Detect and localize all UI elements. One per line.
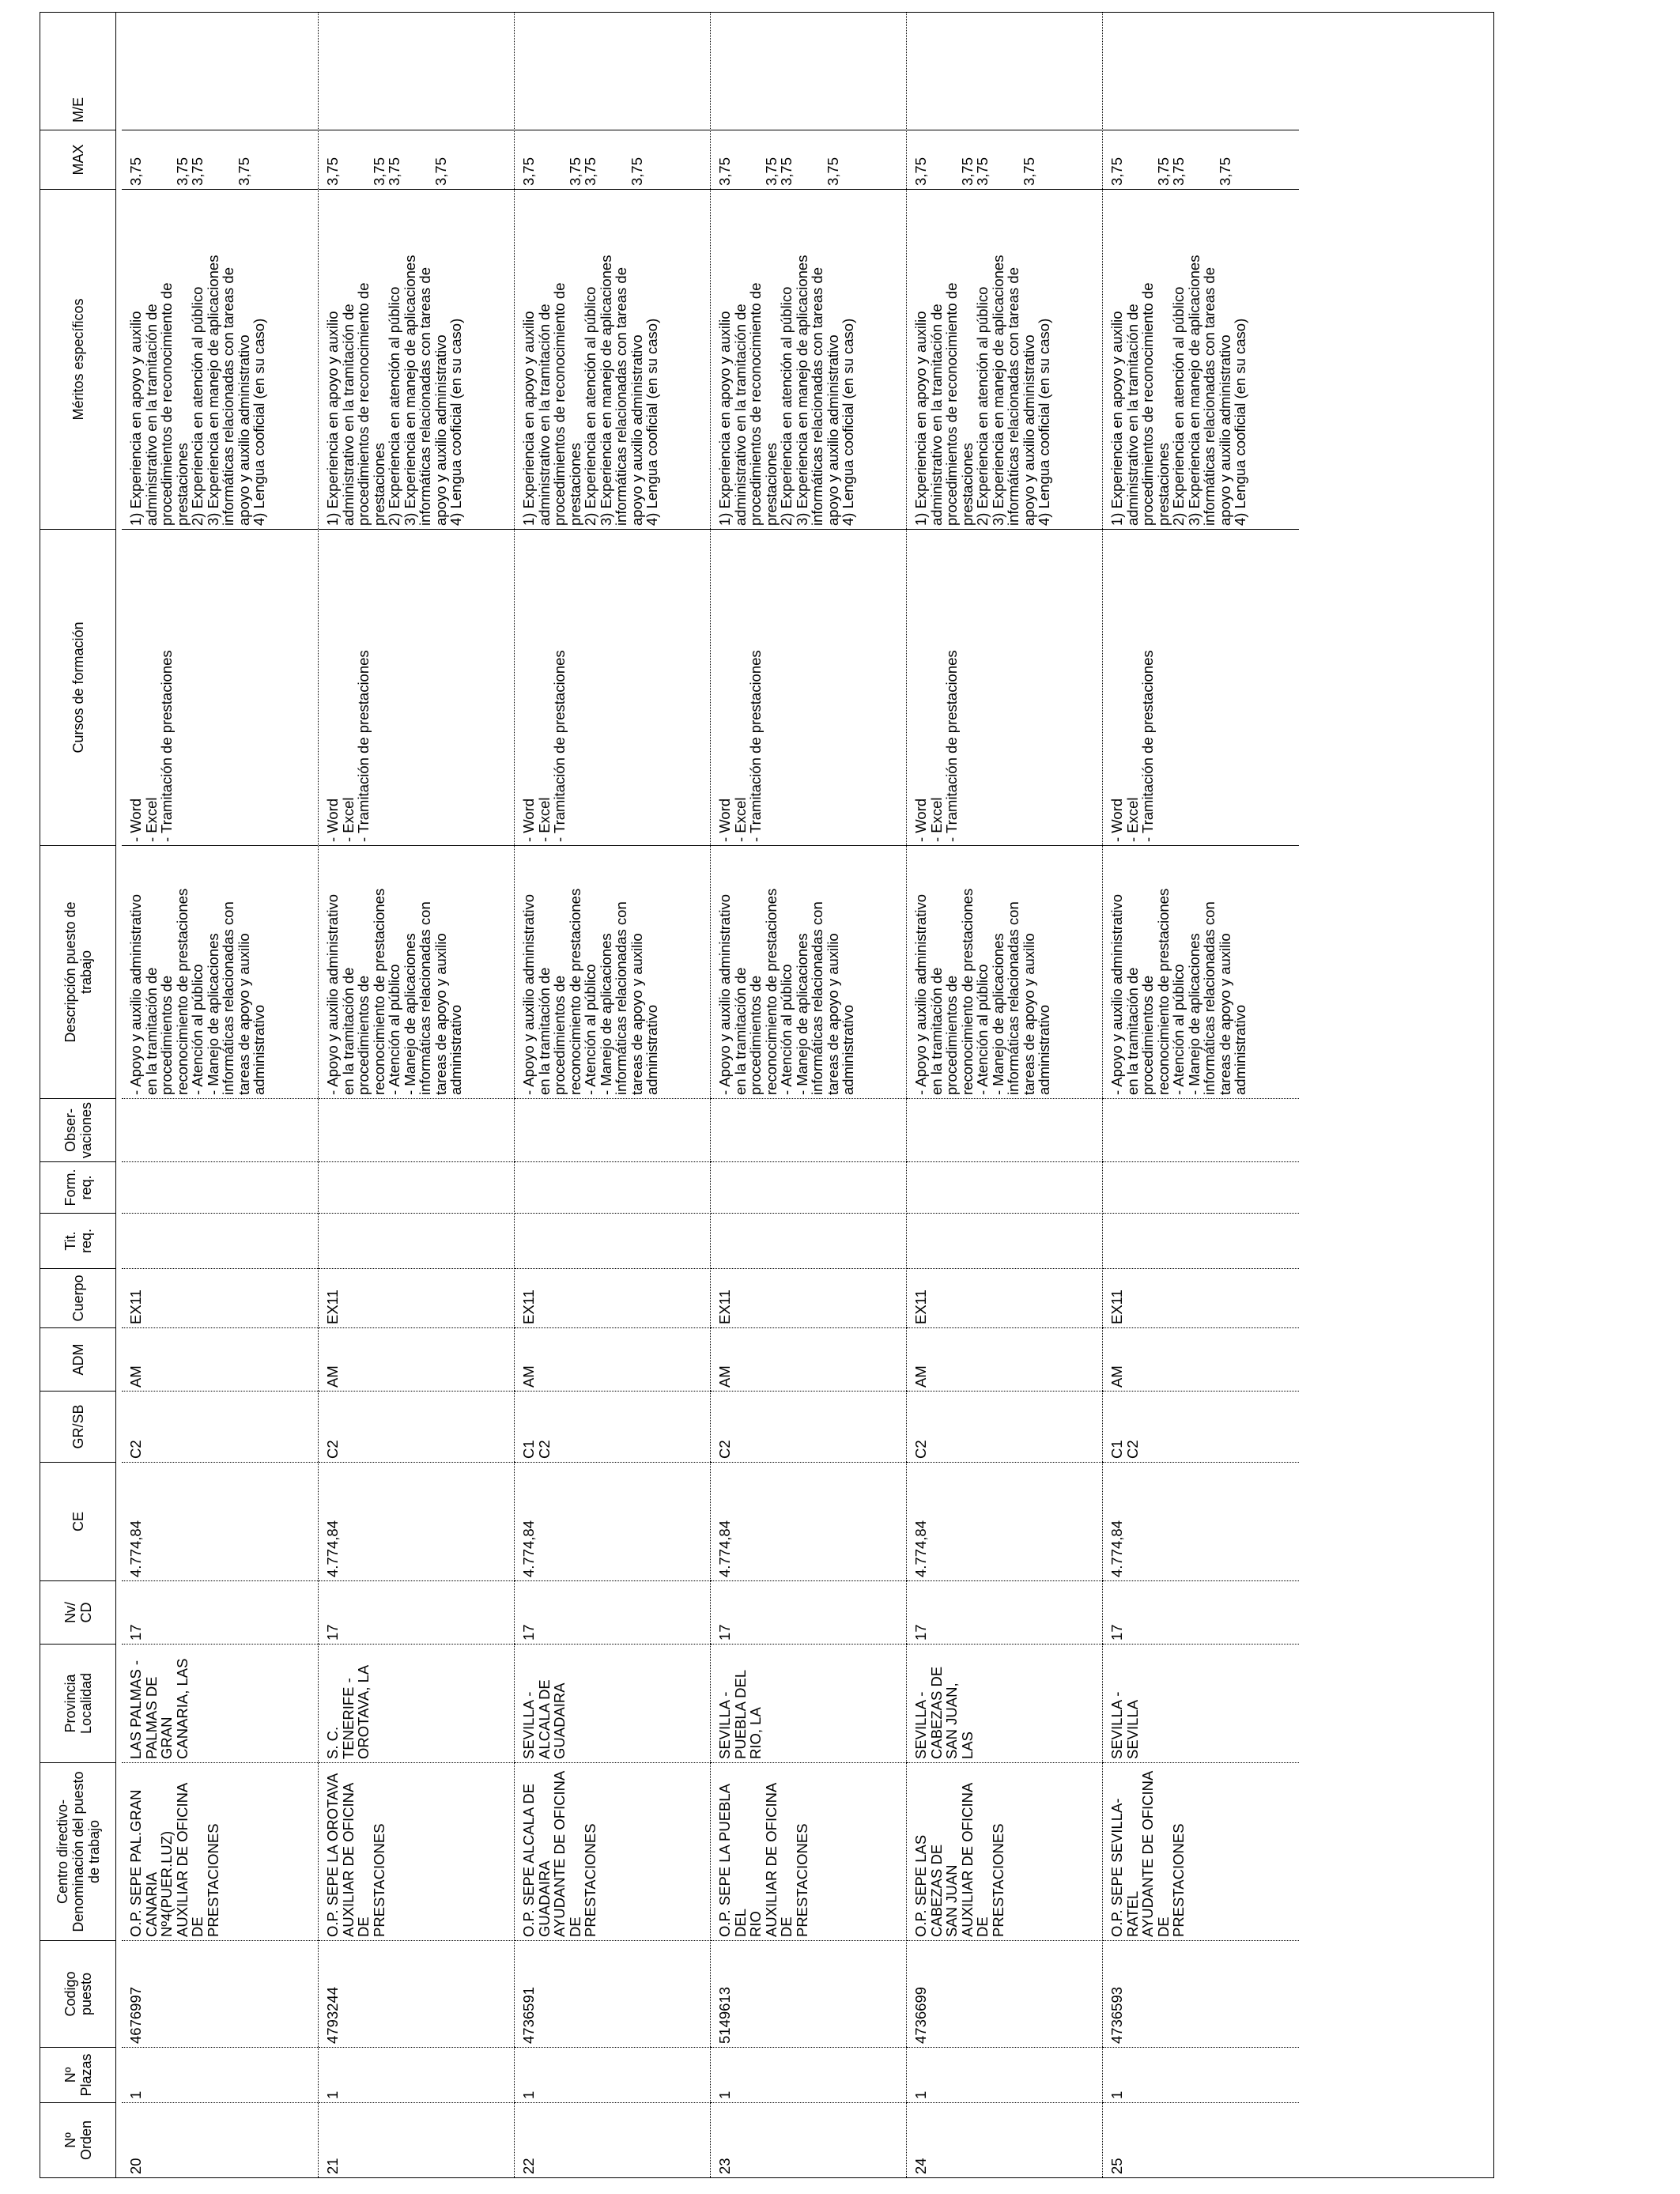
cell-ce [1103,1462,1299,1580]
cell-centro [1103,1762,1299,1940]
cell-meritos [907,189,1103,529]
cell-centro [711,1762,907,1940]
cell-adm [515,1327,711,1391]
cell-cuerpo [515,1268,711,1327]
cell-provincia [122,1644,318,1762]
header-ce [40,1462,115,1580]
denominacion-puesto: AUXILIAR DE OFICINA DE PRESTACIONES [173,1783,221,1937]
cell-grupo [1103,1391,1299,1462]
cell-plazas [907,2047,1103,2102]
cell-form [907,1161,1103,1213]
cell-tit [515,1213,711,1268]
centro-directivo: O.P. SEPE LAS CABEZAS DE SAN JUAN [912,1834,960,1937]
descripcion-value: - Apoyo y auxilio administrativo en la tramitación de procedimientos de reconocimiento de prestaciones - Atención al público - Manejo de aplicaciones informáticas relacionadas con tareas de apoyo y auxilio administrativo [1108,888,1248,1095]
cell-nivel [122,1580,318,1644]
centro-directivo: O.P. SEPE PAL.GRAN CANARIA Nº4(PUER.LUZ) [127,1789,175,1937]
cell-plazas [319,2047,515,2102]
cell-centro [907,1762,1103,1940]
plazas-value: 1 [912,2090,929,2099]
cell-plazas [515,2047,711,2102]
cuerpo-value: EX11 [127,1290,144,1324]
cell-obs [711,1098,907,1161]
cell-ce [711,1462,907,1580]
cell-codigo [711,1940,907,2047]
cursos-value: - Word - Excel - Tramitación de prestaciones [716,650,764,842]
header-label: Nv/ CD [62,1602,94,1623]
cell-provincia [907,1644,1103,1762]
plazas-value: 1 [716,2090,733,2099]
cell-ce [319,1462,515,1580]
cell-provincia [1103,1644,1299,1762]
grupo-value: C2 [912,1440,929,1459]
cell-nivel [319,1580,515,1644]
header-nivel [40,1580,115,1644]
cell-orden [1103,2102,1299,2177]
header-plazas [40,2047,115,2102]
ce-value: 4.774,84 [716,1520,733,1577]
cell-max [319,130,515,189]
provincia-value: S. C. TENERIFE - OROTAVA, LA [324,1664,372,1759]
orden-value: 21 [324,2158,341,2174]
descripcion-value: - Apoyo y auxilio administrativo en la tramitación de procedimientos de reconocimiento de prestaciones - Atención al público - Manejo de aplicaciones informáticas relacionadas con tareas de apoyo y auxilio administrativo [127,888,267,1095]
orden-value: 25 [1108,2158,1125,2174]
cell-provincia [711,1644,907,1762]
cursos-value: - Word - Excel - Tramitación de prestaciones [127,650,175,842]
cell-max [122,130,318,189]
plazas-value: 1 [1108,2090,1125,2099]
header-orden [40,2102,115,2177]
table-header [40,13,116,2177]
cell-form [515,1161,711,1213]
cell-obs [1103,1098,1299,1161]
plazas-value: 1 [520,2090,537,2099]
provincia-value: SEVILLA - CABEZAS DE SAN JUAN, LAS [912,1666,976,1759]
cell-codigo [122,1940,318,2047]
cell-grupo [515,1391,711,1462]
cuerpo-value: EX11 [324,1290,341,1324]
centro-directivo: O.P. SEPE LA OROTAVA [324,1773,341,1937]
centro-directivo: O.P. SEPE SEVILLA-RATEL [1108,1798,1141,1937]
cell-codigo [907,1940,1103,2047]
cell-tit [319,1213,515,1268]
cell-obs [907,1098,1103,1161]
cell-adm [711,1327,907,1391]
cell-obs [122,1098,318,1161]
descripcion-value: - Apoyo y auxilio administrativo en la tramitación de procedimientos de reconocimiento de prestaciones - Atención al público - Manejo de aplicaciones informáticas relacionadas con tareas de apoyo y auxilio administrativo [912,888,1052,1095]
cell-provincia [319,1644,515,1762]
max-score: 3,75 3,75 3,75 3,75 [127,157,252,186]
header-label: Cuerpo [70,1274,86,1322]
cell-meritos [1103,189,1299,529]
cell-ce [515,1462,711,1580]
cell-adm [122,1327,318,1391]
cell-tit [711,1213,907,1268]
grupo-value: C1 C2 [1108,1440,1141,1459]
header-label: GR/SB [70,1404,86,1449]
codigo-value: 4736593 [1108,1986,1125,2044]
codigo-value: 4676997 [127,1986,144,2044]
cell-orden [319,2102,515,2177]
header-provincia [40,1644,115,1762]
meritos-value: 1) Experiencia en apoyo y auxilio administrativo en la tramitación de procedimientos de reconocimiento de prestaciones 2) Experiencia en atención al público 3) Experiencia en manejo de aplicaciones informáticas relacionadas con tareas de apoyo y auxilio administrativo 4) Lengua cooficial (en su caso) [716,255,856,526]
cell-me [1103,90,1299,130]
adm-value: AM [1108,1365,1125,1388]
header-descripcion [40,845,115,1098]
cell-plazas [122,2047,318,2102]
table-row [122,13,318,2177]
descripcion-value: - Apoyo y auxilio administrativo en la tramitación de procedimientos de reconocimiento de prestaciones - Atención al público - Manejo de aplicaciones informáticas relacionadas con tareas de apoyo y auxilio administrativo [716,888,856,1095]
cell-obs [319,1098,515,1161]
cell-meritos [711,189,907,529]
header-label: Nº Orden [62,2120,94,2161]
cell-codigo [515,1940,711,2047]
cell-cursos [515,529,711,845]
header-label: Centro directivo- Denominación del puesto de trabajo [54,1771,102,1932]
cell-descripcion [1103,845,1299,1098]
header-me [40,90,115,130]
descripcion-value: - Apoyo y auxilio administrativo en la tramitación de procedimientos de reconocimiento de prestaciones - Atención al público - Manejo de aplicaciones informáticas relacionadas con tareas de apoyo y auxilio administrativo [324,888,464,1095]
header-tit [40,1213,115,1268]
header-label: Tit. req. [62,1228,94,1254]
cell-descripcion [319,845,515,1098]
cell-max [711,130,907,189]
cell-tit [1103,1213,1299,1268]
header-cursos [40,529,115,845]
cell-orden [711,2102,907,2177]
cell-cursos [907,529,1103,845]
cell-meritos [515,189,711,529]
codigo-value: 4736699 [912,1986,929,2044]
denominacion-puesto: AUXILIAR DE OFICINA DE PRESTACIONES [958,1783,1006,1937]
cell-max [515,130,711,189]
header-label: MAX [70,144,86,176]
nivel-value: 17 [324,1624,341,1641]
cell-nivel [1103,1580,1299,1644]
cell-plazas [711,2047,907,2102]
cell-provincia [515,1644,711,1762]
cell-me [711,90,907,130]
cell-cuerpo [711,1268,907,1327]
table-row [710,13,907,2177]
header-label: Obser- vaciones [62,1101,94,1159]
cell-cursos [711,529,907,845]
cell-me [515,90,711,130]
meritos-value: 1) Experiencia en apoyo y auxilio administrativo en la tramitación de procedimientos de reconocimiento de prestaciones 2) Experiencia en atención al público 3) Experiencia en manejo de aplicaciones informáticas relacionadas con tareas de apoyo y auxilio administrativo 4) Lengua cooficial (en su caso) [127,255,267,526]
cell-grupo [122,1391,318,1462]
header-label: Form. req. [62,1169,94,1207]
cursos-value: - Word - Excel - Tramitación de prestaciones [520,650,568,842]
grupo-value: C1 C2 [520,1440,553,1459]
codigo-value: 4793244 [324,1986,341,2044]
cuerpo-value: EX11 [1108,1290,1125,1324]
cell-centro [319,1762,515,1940]
cell-max [1103,130,1299,189]
adm-value: AM [127,1365,144,1388]
cell-descripcion [515,845,711,1098]
provincia-value: SEVILLA - PUEBLA DEL RIO, LA [716,1669,764,1759]
header-meritos [40,189,115,529]
cell-cursos [1103,529,1299,845]
vacancy-table [40,12,1494,2178]
cell-ce [907,1462,1103,1580]
cell-form [711,1161,907,1213]
adm-value: AM [716,1365,733,1388]
max-score: 3,75 3,75 3,75 3,75 [324,157,449,186]
header-label: CE [70,1512,86,1532]
table-row [906,13,1103,2177]
header-cuerpo [40,1268,115,1327]
cell-tit [907,1213,1103,1268]
cell-descripcion [907,845,1103,1098]
cell-descripcion [122,845,318,1098]
cuerpo-value: EX11 [912,1290,929,1324]
descripcion-value: - Apoyo y auxilio administrativo en la tramitación de procedimientos de reconocimiento de prestaciones - Atención al público - Manejo de aplicaciones informáticas relacionadas con tareas de apoyo y auxilio administrativo [520,888,660,1095]
orden-value: 20 [127,2158,144,2174]
orden-value: 22 [520,2158,537,2174]
cell-centro [122,1762,318,1940]
cell-me [122,90,318,130]
cell-meritos [122,189,318,529]
cell-me [319,90,515,130]
cell-form [122,1161,318,1213]
ce-value: 4.774,84 [520,1520,537,1577]
header-label: Codigo puesto [62,1971,94,2017]
ce-value: 4.774,84 [324,1520,341,1577]
cell-grupo [711,1391,907,1462]
cell-ce [122,1462,318,1580]
header-form [40,1161,115,1213]
grupo-value: C2 [127,1440,144,1459]
header-label: Descripción puesto de trabajo [62,901,94,1043]
adm-value: AM [520,1365,537,1388]
cell-codigo [319,1940,515,2047]
adm-value: AM [912,1365,929,1388]
header-centro [40,1762,115,1940]
cell-form [319,1161,515,1213]
cell-tit [122,1213,318,1268]
centro-directivo: O.P. SEPE LA PUEBLA DEL RIO [716,1784,764,1937]
provincia-value: SEVILLA - ALCALA DE GUADAIRA [520,1679,568,1759]
cursos-value: - Word - Excel - Tramitación de prestaciones [912,650,960,842]
header-label: Nº Plazas [62,2053,94,2097]
ce-value: 4.774,84 [1108,1520,1125,1577]
cell-adm [1103,1327,1299,1391]
cell-cursos [319,529,515,845]
nivel-value: 17 [520,1624,537,1641]
header-label: M/E [70,97,86,123]
header-label: Méritos específicos [70,298,86,421]
denominacion-puesto: AUXILIAR DE OFICINA DE PRESTACIONES [762,1783,810,1937]
nivel-value: 17 [1108,1624,1125,1641]
cell-grupo [319,1391,515,1462]
meritos-value: 1) Experiencia en apoyo y auxilio administrativo en la tramitación de procedimientos de reconocimiento de prestaciones 2) Experiencia en atención al público 3) Experiencia en manejo de aplicaciones informáticas relacionadas con tareas de apoyo y auxilio administrativo 4) Lengua cooficial (en su caso) [912,255,1052,526]
cell-orden [907,2102,1103,2177]
cell-orden [122,2102,318,2177]
ce-value: 4.774,84 [912,1520,929,1577]
denominacion-puesto: AUXILIAR DE OFICINA DE PRESTACIONES [339,1783,387,1937]
header-label: Provincia Localidad [62,1672,94,1735]
cell-orden [515,2102,711,2177]
max-score: 3,75 3,75 3,75 3,75 [912,157,1037,186]
cell-adm [319,1327,515,1391]
cell-cuerpo [1103,1268,1299,1327]
cursos-value: - Word - Excel - Tramitación de prestaciones [324,650,372,842]
header-max [40,130,115,189]
orden-value: 23 [716,2158,733,2174]
max-score: 3,75 3,75 3,75 3,75 [1108,157,1233,186]
plazas-value: 1 [324,2090,341,2099]
cursos-value: - Word - Excel - Tramitación de prestaciones [1108,650,1156,842]
nivel-value: 17 [716,1624,733,1641]
cell-nivel [711,1580,907,1644]
cell-grupo [907,1391,1103,1462]
grupo-value: C2 [716,1440,733,1459]
cell-cuerpo [907,1268,1103,1327]
cell-cuerpo [122,1268,318,1327]
header-label: Cursos de formación [70,621,86,753]
table-row [1102,13,1299,2177]
cell-nivel [515,1580,711,1644]
cell-plazas [1103,2047,1299,2102]
max-score: 3,75 3,75 3,75 3,75 [716,157,841,186]
cuerpo-value: EX11 [716,1290,733,1324]
cell-obs [515,1098,711,1161]
cell-nivel [907,1580,1103,1644]
orden-value: 24 [912,2158,929,2174]
cell-adm [907,1327,1103,1391]
header-grupo [40,1391,115,1462]
cell-codigo [1103,1940,1299,2047]
plazas-value: 1 [127,2090,144,2099]
cell-form [1103,1161,1299,1213]
centro-directivo: O.P. SEPE ALCALA DE GUADAIRA [520,1783,553,1937]
cell-max [907,130,1103,189]
table-row [318,13,515,2177]
table-row [514,13,711,2177]
cell-cuerpo [319,1268,515,1327]
header-obs [40,1098,115,1161]
cuerpo-value: EX11 [520,1290,537,1324]
provincia-value: LAS PALMAS - PALMAS DE GRAN CANARIA, LAS [127,1658,191,1759]
meritos-value: 1) Experiencia en apoyo y auxilio administrativo en la tramitación de procedimientos de reconocimiento de prestaciones 2) Experiencia en atención al público 3) Experiencia en manejo de aplicaciones informáticas relacionadas con tareas de apoyo y auxilio administrativo 4) Lengua cooficial (en su caso) [520,255,660,526]
codigo-value: 5149613 [716,1986,733,2044]
header-label: ADM [70,1343,86,1376]
ce-value: 4.774,84 [127,1520,144,1577]
denominacion-puesto: AYUDANTE DE OFICINA DE PRESTACIONES [1139,1771,1187,1937]
cell-descripcion [711,845,907,1098]
cell-me [907,90,1103,130]
cell-centro [515,1762,711,1940]
adm-value: AM [324,1365,341,1388]
max-score: 3,75 3,75 3,75 3,75 [520,157,645,186]
cell-cursos [122,529,318,845]
provincia-value: SEVILLA - SEVILLA [1108,1691,1141,1759]
codigo-value: 4736591 [520,1986,537,2044]
header-codigo [40,1940,115,2047]
meritos-value: 1) Experiencia en apoyo y auxilio administrativo en la tramitación de procedimientos de reconocimiento de prestaciones 2) Experiencia en atención al público 3) Experiencia en manejo de aplicaciones informáticas relacionadas con tareas de apoyo y auxilio administrativo 4) Lengua cooficial (en su caso) [1108,255,1248,526]
nivel-value: 17 [912,1624,929,1641]
grupo-value: C2 [324,1440,341,1459]
header-adm [40,1327,115,1391]
denominacion-puesto: AYUDANTE DE OFICINA DE PRESTACIONES [551,1771,598,1937]
meritos-value: 1) Experiencia en apoyo y auxilio administrativo en la tramitación de procedimientos de reconocimiento de prestaciones 2) Experiencia en atención al público 3) Experiencia en manejo de aplicaciones informáticas relacionadas con tareas de apoyo y auxilio administrativo 4) Lengua cooficial (en su caso) [324,255,464,526]
cell-meritos [319,189,515,529]
nivel-value: 17 [127,1624,144,1641]
